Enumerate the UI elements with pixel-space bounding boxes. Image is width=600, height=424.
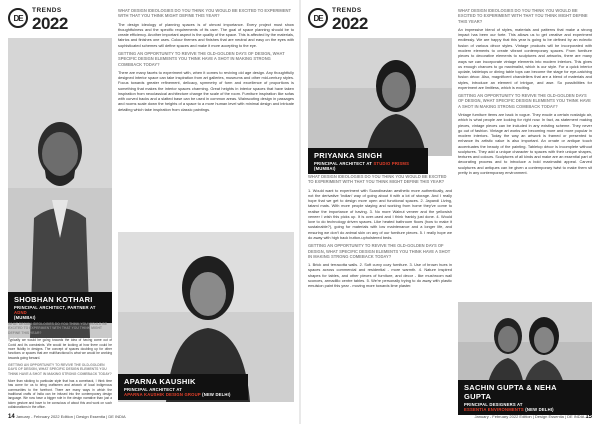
page-number: 15 — [585, 414, 592, 420]
right-col-1 — [308, 174, 452, 292]
right-col-2 — [458, 8, 592, 178]
question-heading: WHAT DESIGN IDEOLOGIES DO YOU THINK YOU WOULD BE EXCITED TO EXPERIMENT WITH THAT YOU THINK MIGHT DEFINE THIS YEAR? — [8, 322, 108, 335]
answer-paragraph: An impressive blend of styles, materials and patterns that make a strong impact has been our forte. This allows us to get creative and experiment endlessly. We are happy that this year is going to be defined by an eclectic fusion of various décor styles. Vintage products will be incorporated with modern elements to create vibrant contemporary spaces. From furniture pieces to decorative elements to sculptures and artworks, there are many ways we can incorporate vintage elements into modern interiors. This gives us enough chances to go maximalist, which is our style. For a quick interior update, tabletops or dining table tops can become the stage for eye-catching fusion décor. Also, magnificent chandeliers that are a blend of materials and styles, introduce an element of intrigue, and awe. So possibilities for experiment are limitless, which is exciting. — [458, 26, 592, 90]
logo-label: TRENDS — [32, 7, 62, 14]
logo-label: TRENDS — [332, 7, 362, 14]
person-name: APARNA KAUSHIK — [124, 377, 196, 386]
question-heading: GETTING AN OPPORTUNITY TO REVIVE THE OLD-GOLDEN DAYS OF DESIGN, WHAT SPECIFIC DESIGN ELEMENTS YOU THINK HAVE A SHOT IN MAKING STRONG COMEBACK TODAY? — [308, 243, 451, 259]
question-heading: WHAT DESIGN IDEOLOGIES DO YOU THINK YOU WOULD BE EXCITED TO EXPERIMENT WITH THAT YOU THINK MIGHT DEFINE THIS YEAR? — [118, 8, 292, 19]
answer-paragraph: The design ideology of planning spaces is of utmost importance. Every project must show thoughtfulness and the specific requirements of its user. The goal of space planning should be to create efficiency. Another important aspect is the quality of the space. This is affected by the materials, fabrics and finishes one uses. Colour themes and finishes that are neutral and easy on the eyes with sophisticated schemes will define spaces and make it more accepting to the eye. — [118, 21, 294, 48]
caption-priyanka-singh — [308, 148, 428, 174]
page-number: 14 — [8, 414, 15, 420]
footer-text: January - February 2022 Edition | Design Essentia | DE INDIA — [474, 414, 585, 419]
person-name: SACHIN GUPTA & NEHA GUPTA — [464, 383, 557, 401]
person-name: PRIYANKA SINGH — [314, 151, 383, 160]
person-role: PRINCIPAL DESIGNERS AT — [464, 402, 523, 407]
person-firm: ESSENTIA ENVIRONMENTS — [464, 407, 524, 412]
answer-paragraph: More than sticking to particular style that has a comeback, I think time has come for us to bring craftsmen and artwork of local indigenous communities to the forefront. There are many ways in which the traditional crafts of India can be infused into the contemporary design language. We now have a bigger role in the design narrative than just a token gesture and have to be conscious of about this and work on such collaborations in the office. — [8, 379, 112, 408]
person-name: SHOBHAN KOTHARI — [14, 295, 93, 304]
question-heading: GETTING AN OPPORTUNITY TO REVIVE THE OLD-GOLDEN DAYS OF DESIGN, WHAT SPECIFIC DESIGN ELEMENTS YOU THINK HAVE A SHOT IN MAKING STRONG COMEBACK TODAY? — [8, 362, 112, 376]
question-heading: WHAT DESIGN IDEOLOGIES DO YOU THINK YOU WOULD BE EXCITED TO EXPERIMENT WITH THAT YOU THINK MIGHT DEFINE THIS YEAR? — [458, 8, 588, 24]
answer-paragraph: There are many facets to experiment with, when it comes to reviving old age design. Any thoughtfully designed interior space can take inspiration from art galleries, museums and other mid-century styles. Focus towards greater refinement, delicacy, symmetry of form and excellence of proportions is something that makes the interior spaces charming. Great heights in interior spaces that have taken inspiration from neoclassical architecture change the scale of the room. Furniture inspiration like sofas with curved backs and a slatted base can be used in common areas. Wainscoting design in passages and rooms scale down the heights of a space to a more human level with minimal design and intricate detailing which take inspiration from classic paintings. — [118, 69, 294, 112]
footer-right — [475, 414, 593, 420]
person-role: PRINCIPAL ARCHITECT, PARTNER AT — [14, 305, 96, 310]
answer-paragraph: Typically we would be going towards the idea of having come out of Covid and its constraints. We would be looking at how there could be more fluidity in designs. The concept of spaces doubling up for other functions or spaces that are multifunctional is what we would be working towards going forward. — [8, 338, 112, 360]
right-page — [300, 0, 600, 424]
portrait-illustration — [308, 38, 452, 156]
trends-logo — [308, 8, 368, 32]
person-firm: STUDIO PRISMS — [373, 161, 410, 166]
de-logo-icon: DE — [308, 8, 328, 28]
answer-paragraph: 1. Brick and terracotta walls. 2. Soft curvy cozy furniture. 3. Use of brown hues in spaces across commercial and residential - more warmth. 4. Nature inspired shapes for tables, and other pieces of furniture, and decor - like mushroom wall sconces, armadillo centre tables. 5. We're personally trying to do away with plastic emulsion paint this year - moving more towards lime plaster. — [308, 262, 452, 289]
question-heading: GETTING AN OPPORTUNITY TO REVIVE THE OLD-GOLDEN DAYS OF DESIGN, WHAT SPECIFIC DESIGN ELEMENTS YOU THINK HAVE A SHOT IN MAKING STRONG COMEBACK TODAY? — [118, 50, 285, 67]
person-city: (NEW DELHI) — [525, 407, 554, 412]
portrait-priyanka-singh — [308, 38, 452, 156]
footer-left — [8, 414, 126, 420]
left-col-1 — [8, 322, 112, 408]
de-logo-icon: DE — [8, 8, 28, 28]
caption-shobhan-kothari — [8, 292, 112, 323]
answer-paragraph: Vintage furniture items are back in vogue. They exude a certain nostalgic air, which is what people are looking for right now. In fact, as statement making pieces, vintage pieces can be included in any existing scheme. They never go out of fashion. Vintage art works are becoming more and more popular in modern interiors. Today the way an artwork is framed or presented to enhance its artistic value is also important. An ornate or antique touch accentuates the beauty of the painting. Tabletop décor is incomplete without sculptures. They add a unique character to spaces with their unique shapes, textures and colours. Sculptures of all kinds and make are an essential part of decorating process and to introduce a bold maximalist appeal. Carved sculptures and antiques can be given a contemporary twist to make them sit pretty in any contemporary environment. — [458, 112, 592, 175]
caption-sachin-neha-gupta — [458, 380, 592, 415]
question-heading: WHAT DESIGN IDEOLOGIES DO YOU THINK YOU WOULD BE EXCITED TO EXPERIMENT WITH THAT YOU THINK MIGHT DEFINE THIS YEAR? — [308, 174, 447, 185]
question-heading: GETTING AN OPPORTUNITY TO REVIVE THE OLD-GOLDEN DAYS OF DESIGN, WHAT SPECIFIC DESIGN ELEMENTS YOU THINK HAVE A SHOT IN MAKING STRONG COMEBACK TODAY? — [458, 93, 591, 109]
logo-year: 2022 — [32, 13, 68, 33]
answer-paragraph: 1. Would want to experiment with Scandinavian aesthetic more authentically, and not the derivative 'Indian' way of going about it with a lot of storage. And I really hope that we get to design more open and functional spaces. 2. Japandi Living, tatami mats. With more people staying and working from home they've come to realise the importance of having. 3. No more Walnut veneer and the yellowish veneer I wish this picks up. It is over-used and I think frankly just done. 4. Would love to do technology driven spaces. Like heated bathroom floors (how to make it sustainable?), going for materials with low maintenance and a longer life, and ensuring we don't do animal skin on any of our furniture pieces. 5. I really hope we do away with high back button-upholstered beds. — [308, 187, 452, 241]
person-firm: ADND — [14, 310, 27, 315]
person-city: (MUMBAI) — [314, 166, 336, 171]
person-city: (MUMBAI) — [14, 315, 36, 320]
person-city: (NEW DELHI) — [202, 392, 231, 397]
footer-text: January - February 2022 Edition | Design Essentia | DE INDIA — [15, 414, 126, 419]
logo-year: 2022 — [332, 13, 368, 33]
person-role: PRINCIPAL ARCHITECT AT — [124, 387, 183, 392]
person-firm: APARNA KAUSHIK DESIGN GROUP — [124, 392, 201, 397]
left-col-2 — [118, 8, 294, 115]
trends-logo — [8, 8, 68, 32]
person-role: PRINCIPAL ARCHITECT AT — [314, 161, 373, 166]
caption-aparna-kaushik — [118, 374, 248, 400]
